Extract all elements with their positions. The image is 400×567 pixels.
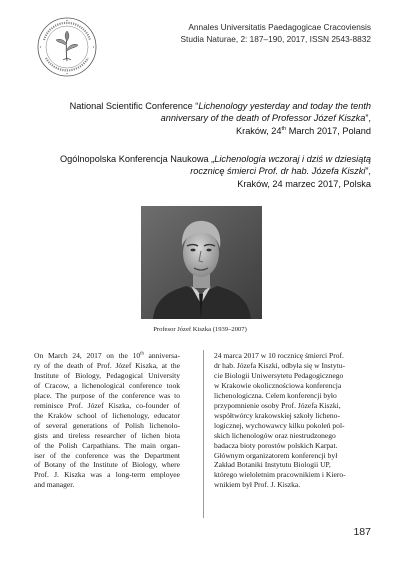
portrait-illustration (141, 206, 262, 319)
body-pl-line: wnikiem był Prof. J. Kiszka. (214, 480, 301, 490)
university-seal-logo (36, 16, 98, 78)
body-en-line: reminisce Prof. Józef Kiszka, co-founder of (34, 400, 180, 410)
journal-citation: Studia Naturae, 2: 187–190, 2017, ISSN 2543-8832 (180, 34, 371, 44)
body-pl-line: skich lichenologów oraz niestrudzonego (214, 430, 336, 440)
journal-name: Annales Universitatis Paedagogicae Cracoviensis (188, 22, 371, 32)
body-pl-line: współtwórcy krakowskiej szkoły licheno- (214, 410, 340, 420)
body-column-polish (214, 351, 368, 490)
body-en-line: of Botany of the Institute of Biology, where (34, 460, 180, 470)
body-pl-line: Zakład Botaniki Instytutu Biologii UP, (214, 460, 331, 470)
body-pl-line: cie Biologii Uniwersytetu Pedagogicznego (214, 370, 344, 380)
body-en-line-1-text: On March 24, 2017 on the 10 (34, 351, 141, 360)
body-en-line: the Kraków school of lichenology, educator (34, 410, 180, 420)
conference-title-pl-line1 (51, 153, 371, 165)
body-en-line: place. The purpose of the conference was to (34, 390, 180, 400)
body-pl-line: logicznej, wychowawcy kilku pokoleń pol- (214, 420, 345, 430)
conference-title-en-line1 (51, 100, 371, 112)
body-en-line: of the Polish Carpathians. The main organ- (34, 440, 180, 450)
body-en-line: of Cracow, a lichenological conference took (34, 380, 180, 390)
conference-pl-title-2: rocznicę śmierci Prof. dr hab. Józefa Kiszki (190, 166, 366, 177)
body-pl-line: którego wieloletnim pracownikiem i Kiero- (214, 470, 346, 480)
body-pl-line: Głównym organizatorem konferencji był (214, 450, 338, 460)
portrait-photo (141, 206, 262, 319)
conference-title-english (51, 100, 371, 137)
conference-title-pl-line2 (51, 165, 371, 177)
conference-title-polish (51, 153, 371, 190)
conference-en-date-place (51, 125, 371, 137)
body-en-line: ry of the death of Prof. Józef Kiszka, at the (34, 360, 180, 370)
conference-en-title-2: anniversary of the death of Professor Józef Kiszka (160, 113, 366, 124)
body-en-line-1 (34, 351, 180, 361)
journal-header (180, 21, 371, 45)
body-pl-line: 24 marca 2017 w 10 rocznicę śmierci Prof. (214, 351, 344, 360)
body-en-line-1-sup: th (140, 351, 144, 357)
conference-en-title-1: Lichenology yesterday and today the tenth (198, 101, 371, 111)
body-en-line: iser of the conference was the Department (34, 450, 180, 460)
body-en-line: gists and tireless researcher of lichen biota (34, 430, 180, 440)
conference-en-suffix: ”, (365, 113, 371, 124)
body-pl-line: przypomnienie osoby Prof. Józefa Kiszki, (214, 400, 341, 410)
body-pl-line: lichenologiczna. Celem konferencji było (214, 390, 337, 400)
body-en-line: of several generations of Polish lichenolo- (34, 420, 180, 430)
conference-en-date-pre: Kraków, 24 (236, 125, 282, 136)
conference-title-en-line2 (51, 112, 371, 124)
column-divider (203, 350, 204, 518)
conference-pl-title-1: Lichenologia wczoraj i dziś w dziesiątą (214, 154, 371, 164)
conference-pl-suffix: ”, (365, 166, 371, 177)
page-number: 187 (353, 526, 371, 538)
body-pl-line: badacza bioty porostów polskich Karpat. (214, 440, 338, 450)
conference-pl-date-place: Kraków, 24 marzec 2017, Polska (237, 178, 371, 189)
body-en-line-1-tail: anniversa- (143, 351, 180, 360)
conference-en-date-sup: th (281, 125, 287, 132)
body-column-english (34, 351, 180, 490)
body-en-line: and manager. (34, 480, 75, 490)
conference-en-prefix: National Scientific Conference “ (69, 101, 199, 111)
conference-en-date-post: March 2017, Poland (286, 125, 371, 136)
photo-caption: Profesor Józef Kiszka (1939–2007) (153, 326, 247, 333)
body-en-line: Prof. J. Kiszka was a long-term employee (34, 470, 180, 480)
conference-pl-prefix: Ogólnopolska Konferencja Naukowa „ (59, 154, 215, 164)
body-pl-line: w Krakowie okolicznościowa konferencja (214, 380, 342, 390)
body-en-line: Institute of Biology, Pedagogical University (34, 370, 180, 380)
body-pl-line: dr hab. Józefa Kiszki, odbyła się w Instytu- (214, 360, 345, 370)
